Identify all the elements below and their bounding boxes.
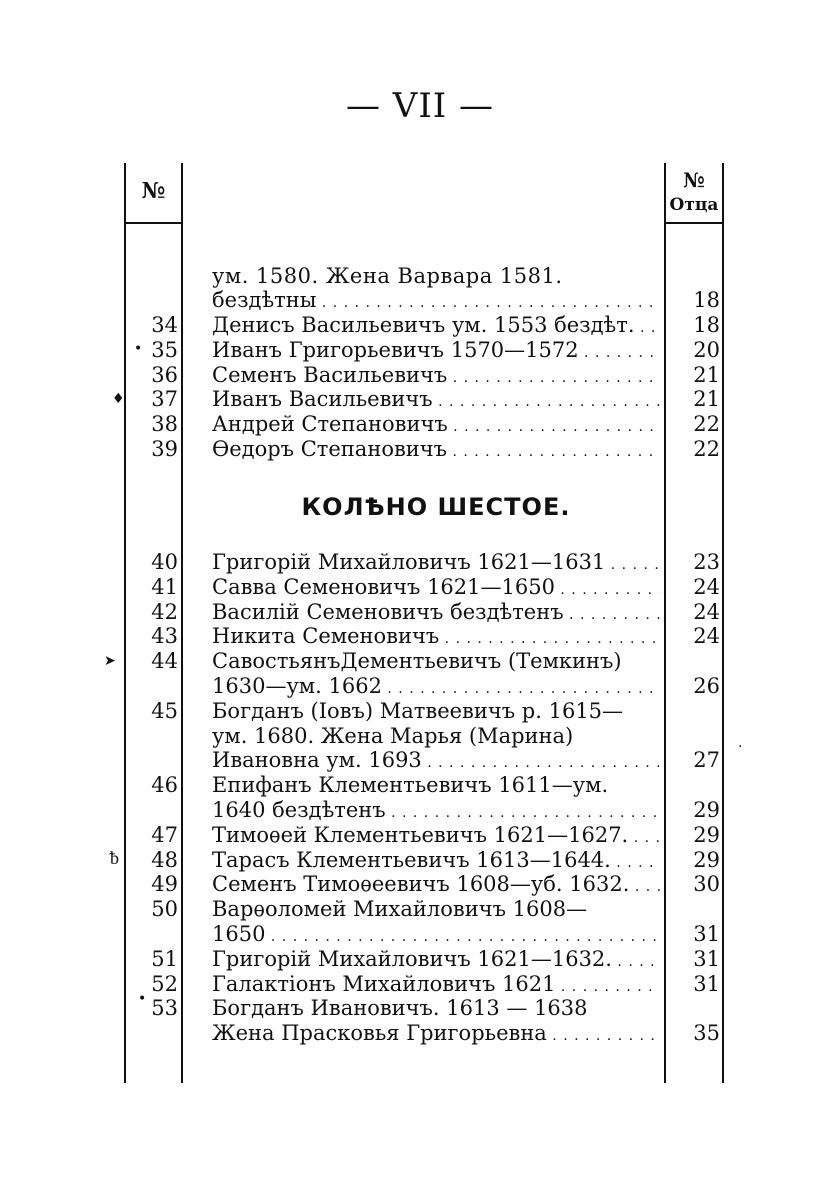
intro-line-1 — [0, 264, 840, 289]
entry-father-number: 29 — [693, 798, 720, 822]
entry-father-number: 35 — [693, 1021, 720, 1046]
entry-row — [0, 412, 840, 437]
entry-row — [0, 897, 840, 922]
entry-number: 34 — [151, 313, 178, 337]
entry-text — [212, 600, 660, 628]
entry-father-number: 21 — [693, 362, 720, 387]
entry-text — [212, 773, 660, 801]
entry-father-number: 31 — [693, 946, 720, 971]
entry-father-number: 22 — [693, 412, 720, 437]
entry-text — [212, 897, 660, 925]
entry-number: 53 — [151, 996, 178, 1021]
entry-number: 51 — [151, 946, 178, 971]
margin-mark: · — [738, 739, 743, 755]
entry-row — [0, 798, 840, 823]
entry-name: Ѳедоръ Степановичъ — [212, 437, 448, 461]
entry-number: 41 — [151, 574, 178, 599]
intro-text-1: ум. 1580. Жена Варвара 1581. — [212, 264, 563, 288]
entry-row — [0, 674, 840, 699]
entry-line: Тарасъ Клементьевичъ 1613—1644. — [212, 847, 611, 872]
entry-row — [0, 724, 840, 749]
entry-text — [212, 823, 660, 851]
entry-line: ум. 1680. Жена Марья (Марина) — [212, 723, 574, 748]
entry-line: Савва Семеновичъ 1621—1650 — [212, 574, 555, 599]
entry-row — [0, 699, 840, 724]
intro-father: 18 — [693, 288, 720, 312]
entry-number: 39 — [151, 437, 178, 461]
entry-name: Андрей Степановичъ — [212, 412, 448, 437]
intro-text-2: бездѣтны — [212, 288, 317, 312]
entry-text — [212, 1021, 660, 1049]
entry-text — [212, 387, 660, 415]
entry-row — [0, 624, 840, 649]
entry-row — [0, 823, 840, 848]
entry-name: Денисъ Васильевичъ ум. 1553 бездѣт. — [212, 313, 635, 337]
margin-mark: ➤ — [104, 653, 116, 669]
entry-text — [212, 848, 660, 876]
entry-father-number: 22 — [693, 437, 720, 461]
entry-line: Ивановна ум. 1693 — [212, 748, 422, 773]
entry-number: 49 — [151, 872, 178, 897]
entry-number: 40 — [151, 550, 178, 574]
entry-father-number: 21 — [693, 387, 720, 412]
entry-text — [212, 412, 660, 440]
entry-line: СавостьянъДементьевичъ (Темкинъ) — [212, 649, 622, 674]
entry-row — [0, 387, 840, 412]
entry-number: 42 — [151, 599, 178, 624]
entry-number: 36 — [151, 362, 178, 387]
entry-father-number: 24 — [693, 624, 720, 649]
entry-number: 37 — [151, 387, 178, 412]
entry-row — [0, 550, 840, 575]
entry-name: Иванъ Григорьевичъ 1570—1572 — [212, 337, 579, 362]
entry-text — [212, 748, 660, 776]
rule-header-num — [124, 222, 183, 224]
margin-mark: • — [134, 341, 143, 357]
entry-row — [0, 748, 840, 773]
entry-text — [212, 674, 660, 702]
entry-row — [0, 649, 840, 674]
entry-number: 44 — [151, 649, 178, 674]
entry-text — [212, 798, 660, 826]
entry-line: Епифанъ Клементьевичъ 1611—ум. — [212, 773, 609, 798]
entry-row — [0, 972, 840, 997]
entry-row — [0, 947, 840, 972]
entry-row — [0, 437, 840, 462]
entry-number: 45 — [151, 698, 178, 723]
column-header-father-symbol: № — [683, 168, 705, 192]
entry-row — [0, 575, 840, 600]
margin-mark: ♦ — [112, 391, 125, 407]
entry-text — [212, 922, 660, 950]
entry-text — [212, 338, 660, 366]
entry-text — [212, 624, 660, 652]
entry-name: Семенъ Васильевичъ — [212, 362, 448, 387]
entry-line: Василій Семеновичъ бездѣтенъ — [212, 599, 564, 624]
entry-father-number: 31 — [693, 971, 720, 996]
entry-row — [0, 363, 840, 388]
entry-father-number: 18 — [693, 313, 720, 337]
entry-father-number: 24 — [693, 574, 720, 599]
entry-line: Тимоѳей Клементьевичъ 1621—1627. — [212, 822, 629, 847]
entry-number: 52 — [151, 971, 178, 996]
entry-number: 47 — [151, 822, 178, 847]
entry-row — [0, 848, 840, 873]
entry-row — [0, 1021, 840, 1046]
entry-text — [212, 363, 660, 391]
entry-text — [212, 872, 660, 900]
entry-text — [212, 575, 660, 603]
entry-row — [0, 922, 840, 947]
entry-text — [212, 947, 660, 975]
entry-text — [212, 972, 660, 1000]
entry-line: Варѳоломей Михайловичъ 1608— — [212, 897, 588, 922]
entry-line: 1650 — [212, 922, 266, 946]
entry-father-number: 29 — [693, 822, 720, 847]
entry-line: Григорій Михайловичъ 1621—1632. — [212, 946, 612, 971]
entry-name: Иванъ Васильевичъ — [212, 387, 433, 412]
entry-father-number: 26 — [693, 674, 720, 698]
entry-father-number: 20 — [693, 337, 720, 362]
entry-father-number: 24 — [693, 599, 720, 624]
entry-number: 35 — [151, 337, 178, 362]
rule-header-father — [664, 222, 724, 224]
entry-number: 43 — [151, 624, 178, 649]
entry-father-number: 23 — [693, 550, 720, 574]
entry-row — [0, 313, 840, 338]
entry-father-number: 30 — [693, 872, 720, 897]
intro-line-2 — [0, 288, 840, 313]
entry-line: Богданъ (Іовъ) Матвеевичъ р. 1615— — [212, 698, 624, 723]
entry-row — [0, 872, 840, 897]
entry-number: 50 — [151, 897, 178, 922]
entry-line: Семенъ Тимоѳеевичъ 1608—уб. 1632. — [212, 872, 630, 897]
entry-line: Богданъ Ивановичъ. 1613 — 1638 — [212, 996, 588, 1021]
margin-mark: • — [138, 991, 147, 1007]
entry-text — [212, 313, 660, 341]
entry-number: 48 — [151, 847, 178, 872]
entry-row — [0, 996, 840, 1021]
entry-father-number: 29 — [693, 847, 720, 872]
entry-text — [212, 996, 660, 1024]
entry-row — [0, 338, 840, 363]
page-title: — VII — — [345, 86, 495, 126]
margin-mark: ᵬ — [110, 848, 119, 869]
entry-line: Григорій Михайловичъ 1621—1631 — [212, 550, 606, 574]
entry-father-number: 31 — [693, 922, 720, 946]
column-header-number: № — [141, 178, 166, 204]
entry-line: Галактіонъ Михайловичъ 1621 — [212, 971, 556, 996]
entry-text — [212, 550, 660, 578]
entry-text — [212, 437, 660, 465]
entry-text — [212, 724, 660, 752]
entry-number: 38 — [151, 412, 178, 437]
section-heading: КОЛѢНО ШЕСТОЕ. — [301, 493, 571, 521]
entry-row — [0, 600, 840, 625]
column-header-father-label: Отца — [669, 195, 719, 215]
entry-father-number: 27 — [693, 748, 720, 773]
entry-line: Жена Прасковья Григорьевна — [212, 1021, 547, 1046]
entry-text — [212, 649, 660, 677]
entry-text — [212, 699, 660, 727]
entry-line: 1640 бездѣтенъ — [212, 798, 386, 822]
entry-row — [0, 773, 840, 798]
entry-line: 1630—ум. 1662 — [212, 674, 382, 698]
entry-number: 46 — [151, 773, 178, 798]
entry-line: Никита Семеновичъ — [212, 624, 440, 649]
